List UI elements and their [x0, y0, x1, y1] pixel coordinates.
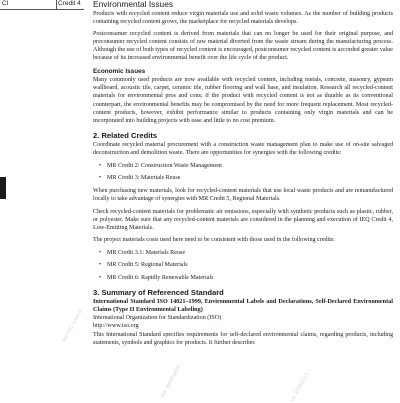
credit-tab-row	[0, 0, 84, 10]
referenced-standard-heading: 3. Summary of Referenced Standard	[93, 287, 224, 297]
standard-organization: International Organization for Standardization (ISO)	[93, 315, 222, 322]
list-item: • MR Credit 3: Materials Reuse	[107, 174, 393, 182]
related-credits-list	[93, 162, 393, 182]
category-tab-label: CI	[2, 0, 9, 7]
consistency-credits-list	[93, 249, 393, 282]
economic-issues-heading: Economic Issues	[93, 67, 146, 75]
list-item: • MR Credit 2: Construction Waste Management	[107, 162, 393, 170]
paragraph: The project materials costs used here need to be consistent with those used in the following credits:	[93, 237, 335, 244]
watermark-text: file:///C:/Users/...	[62, 304, 87, 343]
paragraph: Coordinate recycled material procurement with a construction waste management plan to make use of on-site salvaged deconstruction and demolition waste. There are opportunities for synergies with the following credits:	[93, 141, 393, 156]
list-item: • MR Credit 6: Rapidly Renewable Materials	[107, 274, 393, 282]
credit-tab-label: Credit 4	[58, 0, 81, 7]
standard-title: International Standard ISO 14021–1999, Environmental Labels and Declarations, Self-Declared Environmental Claims (Type II Environmental Labeling)	[93, 297, 393, 314]
list-item: • MR Credit 5: Regional Materials	[107, 261, 393, 269]
document-body	[93, 0, 393, 351]
section-edge-marker	[0, 177, 6, 199]
paragraph: When purchasing new materials, look for recycled-content materials that use local waste products and are remanufactured locally to take advantage of synergies with MR Credit 5, Regional Materials.	[93, 188, 393, 203]
tab-divider	[56, 0, 57, 9]
related-credits-heading: 2. Related Credits	[93, 130, 158, 140]
watermark-text: For distribution...	[160, 359, 185, 399]
watermark-text: on 3/28/2011...	[290, 367, 313, 403]
margin-column	[0, 0, 87, 400]
paragraph: This International Standard specifies requirements for self-declared environmental claims, regarding products, including statements, symbols and graphics for products. It further describes	[93, 331, 393, 346]
paragraph: Many commonly used products are now available with recycled content, including metals, concrete, masonry, gypsum wallboard, acoustic tile, carpet, ceramic tile, rubber flooring and wall base, and insulation. Research all recycled-content materials for environmental pros and cons; if the product with recycled content is not as durable as its conventional counterpart, the environmental benefits may be compromised by the need for more frequent replacement. Most recycled-content products, however, exhibit performance similar to products containing only virgin materials and can be incorporated into building projects with ease and little to no cost premium.	[93, 77, 393, 124]
standard-url-link[interactable]: http://www.iso.org	[93, 323, 139, 330]
paragraph: Products with recycled content reduce virgin materials use and solid waste volumes. As the number of building products containing recycled content grows, the marketplace for recycled materials develops.	[93, 10, 393, 25]
paragraph: Postconsumer recycled content is derived from materials that can no longer be used for their original purpose, and preconsumer recycled content consists of raw material diverted from the waste stream during the manufacturing process. Although the use of both types of recycled content is encouraged, postconsumer recycled content is accorded greater value because of its increased environmental benefit over the life cycle of the product.	[93, 31, 393, 62]
paragraph: Check recycled-content materials for problematic air emissions, especially with synthetic products such as plastic, rubber, or polyester. Make sure that any recycled-content materials are considered in the planning and execution of IEQ Credit 4, Low-Emitting Materials.	[93, 208, 393, 231]
list-item: • MR Credit 3.1: Materials Reuse	[107, 249, 393, 257]
environmental-issues-heading: Environmental Issues	[93, 0, 174, 9]
